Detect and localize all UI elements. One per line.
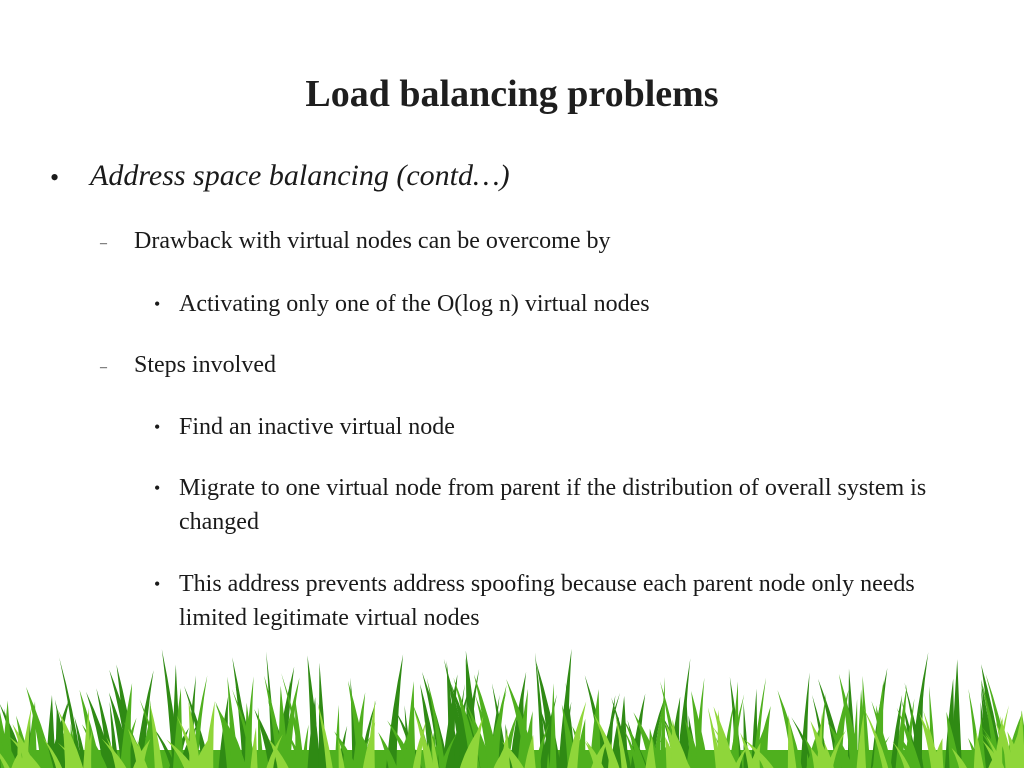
step-1: Find an inactive virtual node <box>179 414 455 440</box>
drawback-text: Drawback with virtual nodes can be overcome by <box>134 228 611 254</box>
grass-decoration <box>0 638 1024 768</box>
bullet-icon: • <box>154 294 161 314</box>
steps-heading: Steps involved <box>134 352 276 378</box>
step-3: This address prevents address spoofing because each parent node only needs limited legitimate virtual nodes <box>179 571 915 631</box>
dash-icon: – <box>100 236 107 251</box>
bullet-icon: • <box>154 478 161 498</box>
slide-title: Load balancing problems <box>305 73 719 115</box>
bullet-icon: • <box>154 417 161 437</box>
bullet-icon: • <box>50 163 60 192</box>
drawback-point: Activating only one of the O(log n) virtual nodes <box>179 291 650 317</box>
step-2: Migrate to one virtual node from parent if the distribution of overall system is changed <box>179 475 927 535</box>
dash-icon: – <box>100 360 107 375</box>
bullet-icon: • <box>154 574 161 594</box>
heading-address-space: Address space balancing (contd…) <box>90 159 510 192</box>
